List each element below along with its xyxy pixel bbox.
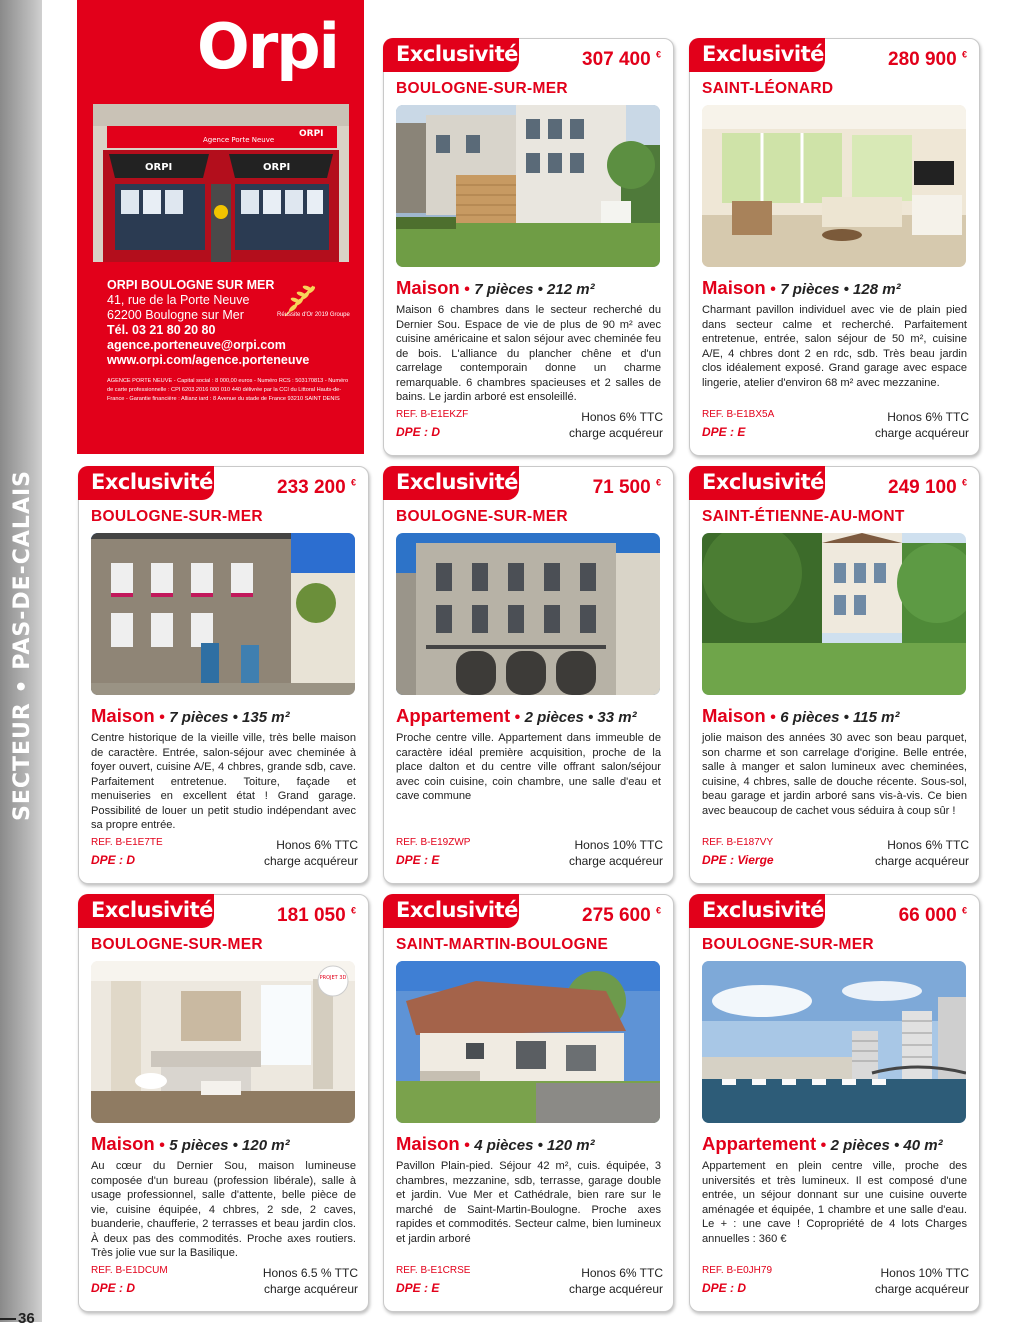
listing-price xyxy=(582,905,661,927)
page-number-rule xyxy=(0,1318,16,1320)
listing-heading: Maison • 7 pièces • 128 m² xyxy=(702,277,901,298)
svg-text:ORPI: ORPI xyxy=(145,162,173,173)
listing-card[interactable] xyxy=(78,466,369,884)
property-details: 7 pièces • 212 m² xyxy=(474,281,595,298)
listing-price xyxy=(277,477,356,499)
energy-rating: DPE : E xyxy=(396,853,440,867)
listing-city: BOULOGNE-SUR-MER xyxy=(91,508,263,525)
currency-symbol: € xyxy=(655,477,661,488)
energy-rating: DPE : E xyxy=(702,425,746,439)
listing-description: Au cœur du Dernier Sou, maison lumineuse composée d'un bureau (profession libérale), salle à usage professionnel, salle d'attente, belle pièce de vie, cuisine équipée, 4 chbres, 2 sde, 2 caves, buanderie, chaufferie, 2 terrasses et beau jardin clos. À deux pas des commodités. Proche axes routiers. Très jolie vue sur la Basilique. xyxy=(91,1160,356,1259)
sector-label xyxy=(4,469,40,821)
fees-rate: Honos 10% TTC xyxy=(880,1266,969,1280)
currency-symbol: € xyxy=(961,49,967,60)
listing-reference: REF. B-E1DCUM xyxy=(91,1265,168,1276)
property-details: 7 pièces • 135 m² xyxy=(169,709,290,726)
fees-payer: charge acquéreur xyxy=(263,1282,358,1296)
listing-description: Charmant pavillon individuel avec vie de plain pied dans secteur calme et recherché. Parfaitement entretenue, entrée, salon séjour de 50 m², cuisine A/E, 4 chbres dont 2 en rdc, sdb. Très beau jardin clos idéalement exposé. Grand garage avec espace lingerie, atelier d'environ 68 m² avec mezzanine. xyxy=(702,304,967,389)
listing-description: Pavillon Plain-pied. Séjour 42 m², cuis. équipée, 3 chambres, mezzanine, sdb, terrasse, garage double et jardin. Vue Mer et Cathédrale, bien rare sur le marché de Saint-Martin-Boulogne. Proche axes rapides et commodités. Secteur calme, bien lumineux et jardin arboré xyxy=(396,1160,661,1245)
price-value: 249 100 xyxy=(888,477,957,498)
listing-photo[interactable] xyxy=(396,533,660,695)
listing-description: Maison 6 chambres dans le secteur recherché du Dernier Sou. Espace de vie de plus de 90 m² avec cuisine américaine et salon séjour avec cheminée feu de bois. L'alliance du plancher chêne et d'un carrelage contemporain donne un charme remarquable. 6 chambres spacieuses et 2 salles de bains. Le jardin arboré est ensoleillé. xyxy=(396,304,661,403)
price-value: 66 000 xyxy=(898,905,957,926)
listing-reference: REF. B-E0JH79 xyxy=(702,1265,773,1276)
listing-reference: REF. B-E19ZWP xyxy=(396,837,471,848)
property-type: Maison xyxy=(702,705,766,726)
listing-card[interactable] xyxy=(383,38,674,456)
agency-name: ORPI BOULOGNE SUR MER xyxy=(107,278,275,292)
property-type: Maison xyxy=(396,277,460,298)
listing-city: SAINT-ÉTIENNE-AU-MONT xyxy=(702,508,905,525)
exclusivity-badge: Exclusivité xyxy=(78,894,214,928)
fees-rate: Honos 6% TTC xyxy=(887,410,969,424)
fees-rate: Honos 6% TTC xyxy=(887,838,969,852)
listing-reference: REF. B-E1EKZF xyxy=(396,409,469,420)
agency-fees xyxy=(569,837,663,869)
listing-card[interactable] xyxy=(383,466,674,884)
listing-description: jolie maison des années 30 avec son beau parquet, son charme et son carrelage d'origine. Belle entrée, salle à manger et salon lumineux avec cheminées, cuisine, 4 chbres, salle de douche récente. Sous-sol, beau garage et jardin arboré sans vis-à-vis. Ce bien avec beaucoup de cachet vous séduira à coup sûr ! xyxy=(702,732,967,817)
energy-rating: DPE : D xyxy=(91,1281,136,1295)
property-details: 4 pièces • 120 m² xyxy=(474,1137,595,1154)
currency-symbol: € xyxy=(350,905,356,916)
storefront-brand-text: ORPI xyxy=(299,129,324,139)
currency-symbol: € xyxy=(961,477,967,488)
award-caption: Réussite d'Or 2019 Groupe xyxy=(277,312,350,318)
energy-rating: DPE : D xyxy=(396,425,441,439)
listing-heading: Maison • 7 pièces • 212 m² xyxy=(396,277,595,298)
agency-website[interactable]: www.orpi.com/agence.porteneuve xyxy=(107,353,310,367)
listing-photo[interactable] xyxy=(702,105,966,267)
listing-price xyxy=(582,49,661,71)
exclusivity-badge: Exclusivité xyxy=(689,894,825,928)
listing-photo[interactable] xyxy=(91,533,355,695)
exclusivity-badge: Exclusivité xyxy=(689,38,825,72)
agency-fees xyxy=(875,409,969,441)
listing-heading: Appartement • 2 pièces • 40 m² xyxy=(702,1133,943,1154)
listing-price xyxy=(593,477,661,499)
fees-rate: Honos 6% TTC xyxy=(581,410,663,424)
sector-label-text: SECTEUR • PAS-DE-CALAIS xyxy=(9,469,35,821)
listing-description: Appartement en plein centre ville, proche des universités et très lumineux. Il est composé d'une entrée, un séjour donnant sur une cuisine ouverte aménagée et équipée, 1 chambre et une salle d'eau. Le + : une cave ! Copropriété de 4 lots Charges annuelles : 360 € xyxy=(702,1160,967,1245)
page-number-text: 36 xyxy=(18,1310,35,1327)
agency-fees xyxy=(875,837,969,869)
fees-payer: charge acquéreur xyxy=(568,426,663,440)
listing-city: BOULOGNE-SUR-MER xyxy=(91,936,263,953)
listing-photo[interactable] xyxy=(702,961,966,1123)
agency-fees xyxy=(263,1265,358,1297)
price-value: 280 900 xyxy=(888,49,957,70)
listing-heading: Appartement • 2 pièces • 33 m² xyxy=(396,705,637,726)
agency-fees xyxy=(569,409,663,441)
price-value: 71 500 xyxy=(592,477,651,498)
property-details: 2 pièces • 33 m² xyxy=(524,709,637,726)
listing-price xyxy=(888,477,967,499)
property-details: 7 pièces • 128 m² xyxy=(780,281,901,298)
listing-city: SAINT-LÉONARD xyxy=(702,80,834,97)
listing-photo[interactable] xyxy=(702,533,966,695)
fees-payer: charge acquéreur xyxy=(874,426,969,440)
agency-storefront-photo xyxy=(93,104,349,262)
energy-rating: DPE : D xyxy=(91,853,136,867)
fees-rate: Honos 6.5 % TTC xyxy=(262,1266,358,1280)
agency-address-2: 62200 Boulogne sur Mer xyxy=(107,308,244,322)
listing-price xyxy=(277,905,356,927)
property-type: Maison xyxy=(91,705,155,726)
listing-reference: REF. B-E187VY xyxy=(702,837,774,848)
storefront-sign-text: Agence Porte Neuve xyxy=(203,136,275,144)
svg-text:ORPI: ORPI xyxy=(263,162,291,173)
listing-reference: REF. B-E1BX5A xyxy=(702,409,775,420)
fees-rate: Honos 10% TTC xyxy=(574,838,663,852)
price-value: 181 050 xyxy=(277,905,346,926)
listing-photo[interactable] xyxy=(91,961,355,1123)
listing-price xyxy=(899,905,967,927)
fees-payer: charge acquéreur xyxy=(568,1282,663,1296)
exclusivity-badge: Exclusivité xyxy=(78,466,214,500)
fees-payer: charge acquéreur xyxy=(568,854,663,868)
agency-phone[interactable]: Tél. 03 21 80 20 80 xyxy=(107,323,216,337)
fees-payer: charge acquéreur xyxy=(874,854,969,868)
listing-heading: Maison • 5 pièces • 120 m² xyxy=(91,1133,290,1154)
listing-photo[interactable] xyxy=(396,105,660,267)
listing-city: SAINT-MARTIN-BOULOGNE xyxy=(396,936,609,953)
exclusivity-badge: Exclusivité xyxy=(383,466,519,500)
exclusivity-badge: Exclusivité xyxy=(383,894,519,928)
energy-rating: DPE : D xyxy=(702,1281,747,1295)
listing-description: Centre historique de la vieille ville, très belle maison de caractère. Entrée, salon-séjour avec cheminée à foyer ouvert, cuisine A/E, 4 chbres, grande sdb, cave. Parfaitement entretenue. Toiture, façade et menuiseries en excellent état ! Grand garage. Possibilité de louer un petit studio indépendant avec sa propre entrée. xyxy=(91,732,356,831)
fees-rate: Honos 6% TTC xyxy=(581,1266,663,1280)
property-type: Appartement xyxy=(396,705,511,726)
agency-fees xyxy=(875,1265,969,1297)
listing-photo[interactable] xyxy=(396,961,660,1123)
agency-legal-notice: AGENCE PORTE NEUVE - Capital social : 8 000,00 euros - Numéro RCS : 503170813 - Numéro de carte professionnelle : CPI 6203 2016 000 010 440 délivrée par la CCI du Littoral Hauts-de-France - Garantie financière : Allianz iard : 8 Avenue du stade de France 93210 SAINT DENIS xyxy=(107,378,349,402)
property-details: 6 pièces • 115 m² xyxy=(780,709,900,726)
listing-card[interactable] xyxy=(78,894,369,1312)
listing-card[interactable] xyxy=(689,894,980,1312)
project-3d-stamp: PROJET 3D xyxy=(319,975,347,981)
exclusivity-badge: Exclusivité xyxy=(383,38,519,72)
price-value: 275 600 xyxy=(582,905,651,926)
property-type: Maison xyxy=(91,1133,155,1154)
listing-card[interactable] xyxy=(689,466,980,884)
listing-city: BOULOGNE-SUR-MER xyxy=(396,508,568,525)
listing-reference: REF. B-E1E7TE xyxy=(91,837,163,848)
property-type: Maison xyxy=(702,277,766,298)
agency-fees xyxy=(569,1265,663,1297)
fees-rate: Honos 6% TTC xyxy=(276,838,358,852)
listing-description: Proche centre ville. Appartement dans immeuble de caractère idéal première acquisition, proche de la place dalton et du centre ville offrant salon/séjour avec coin cuisine, coin chambre, une salle d'eau et cave commune xyxy=(396,732,661,802)
listing-heading: Maison • 6 pièces • 115 m² xyxy=(702,705,900,726)
property-details: 2 pièces • 40 m² xyxy=(830,1137,943,1154)
listing-heading: Maison • 7 pièces • 135 m² xyxy=(91,705,290,726)
listing-reference: REF. B-E1CRSE xyxy=(396,1265,471,1276)
listing-price xyxy=(888,49,967,71)
listing-city: BOULOGNE-SUR-MER xyxy=(702,936,874,953)
price-value: 233 200 xyxy=(277,477,346,498)
listing-city: BOULOGNE-SUR-MER xyxy=(396,80,568,97)
currency-symbol: € xyxy=(655,905,661,916)
listing-card[interactable] xyxy=(383,894,674,1312)
agency-email[interactable]: agence.porteneuve@orpi.com xyxy=(107,338,286,352)
energy-rating: DPE : Vierge xyxy=(702,853,774,867)
price-value: 307 400 xyxy=(582,49,651,70)
agency-fees xyxy=(264,837,358,869)
property-type: Maison xyxy=(396,1133,460,1154)
listing-card[interactable] xyxy=(689,38,980,456)
currency-symbol: € xyxy=(961,905,967,916)
orpi-logo: Orpi xyxy=(197,10,338,83)
exclusivity-badge: Exclusivité xyxy=(689,466,825,500)
energy-rating: DPE : E xyxy=(396,1281,440,1295)
property-details: 5 pièces • 120 m² xyxy=(169,1137,290,1154)
agency-address-1: 41, rue de la Porte Neuve xyxy=(107,293,250,307)
agency-block xyxy=(77,0,364,454)
currency-symbol: € xyxy=(350,477,356,488)
listing-heading: Maison • 4 pièces • 120 m² xyxy=(396,1133,595,1154)
property-type: Appartement xyxy=(702,1133,817,1154)
fees-payer: charge acquéreur xyxy=(874,1282,969,1296)
fees-payer: charge acquéreur xyxy=(263,854,358,868)
currency-symbol: € xyxy=(655,49,661,60)
page-number xyxy=(0,1306,42,1332)
